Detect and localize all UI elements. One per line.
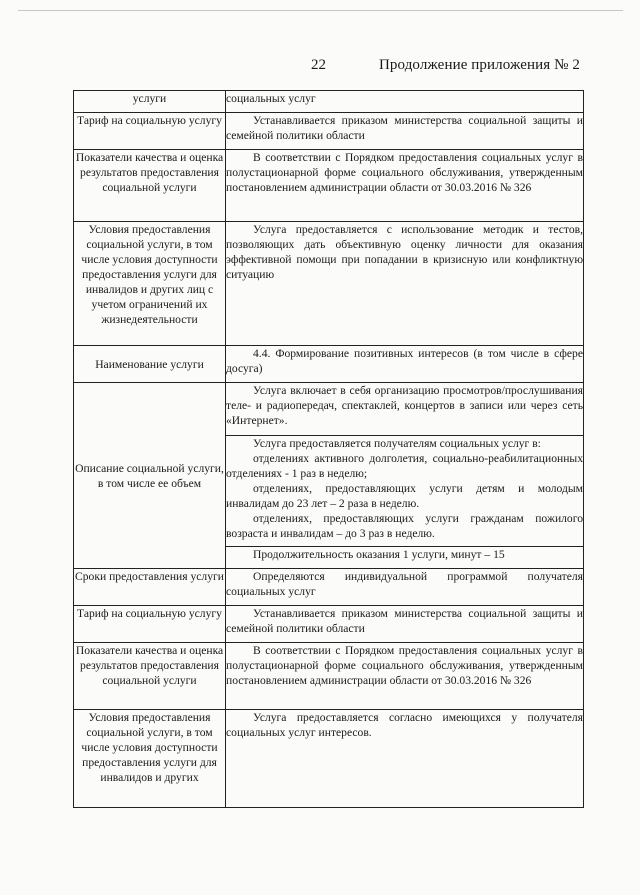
content-paragraph: Услуга включает в себя организацию просмотров/прослушивания теле- и радиопередач, спектаклей, концертов в записи или через сеть «Интернет». xyxy=(226,384,583,427)
service-title: 4.4. Формирование позитивных интересов (в том числе в сфере досуга) xyxy=(226,347,583,375)
content-paragraph: отделениях активного долголетия, социально-реабилитационных отделениях - 1 раз в неделю; xyxy=(226,452,583,480)
table-row xyxy=(74,606,584,643)
content-paragraph: Услуга предоставляется согласно имеющихся у получателя социальных услуг интересов. xyxy=(226,711,583,739)
row-label: Тариф на социальную услугу xyxy=(74,606,226,643)
row-label: Тариф на социальную услугу xyxy=(74,113,226,150)
content-paragraph: Определяются индивидуальной программой получателя социальных услуг xyxy=(226,570,583,598)
content-paragraph: Продолжительность оказания 1 услуги, минут – 15 xyxy=(253,548,505,561)
description-block-2 xyxy=(226,436,584,547)
content-paragraph: социальных услуг xyxy=(226,92,316,105)
page-header xyxy=(0,57,640,79)
description-block-3 xyxy=(226,547,584,569)
row-content xyxy=(226,569,584,606)
content-paragraph: В соответствии с Порядком предоставления социальных услуг в полустационарной форме социального обслуживания, утвержденным постановлением администрации области от 30.03.2016 № 326 xyxy=(226,151,583,194)
page-number: 22 xyxy=(311,57,326,73)
row-content xyxy=(226,150,584,222)
content-paragraph: В соответствии с Порядком предоставления социальных услуг в полустационарной форме социального обслуживания, утвержденным постановлением администрации области от 30.03.2016 № 326 xyxy=(226,644,583,687)
description-block-1 xyxy=(226,383,584,436)
content-paragraph: отделениях, предоставляющих услуги гражданам пожилого возраста и инвалидам – до 3 раз в неделю. xyxy=(226,512,583,540)
services-table xyxy=(73,90,584,808)
table-row xyxy=(74,346,584,383)
row-content xyxy=(226,346,584,383)
row-label: Условия предоставления социальной услуги, в том числе условия доступности предоставления услуги для инвалидов и других лиц с учетом ограничений их жизнедеятельности xyxy=(74,222,226,346)
row-label: Описание социальной услуги, в том числе ее объем xyxy=(74,383,226,569)
row-label: Наименование услуги xyxy=(74,346,226,383)
page-top-edge xyxy=(18,10,623,11)
row-label: услуги xyxy=(74,91,226,113)
content-paragraph: Устанавливается приказом министерства социальной защиты и семейной политики области xyxy=(226,607,583,635)
row-label: Показатели качества и оценка результатов предоставления социальной услуги xyxy=(74,643,226,710)
content-paragraph: Услуга предоставляется получателям социальных услуг в: xyxy=(253,437,541,450)
content-paragraph: отделениях, предоставляющих услуги детям и молодым инвалидам до 23 лет – 2 раза в неделю. xyxy=(226,482,583,510)
table-row xyxy=(74,91,584,113)
row-content xyxy=(226,710,584,808)
row-content xyxy=(226,113,584,150)
table-row xyxy=(74,383,584,436)
row-content xyxy=(226,643,584,710)
row-content xyxy=(226,91,584,113)
appendix-title: Продолжение приложения № 2 xyxy=(379,57,580,73)
content-paragraph: Устанавливается приказом министерства социальной защиты и семейной политики области xyxy=(226,114,583,142)
table-row xyxy=(74,222,584,346)
table-row xyxy=(74,710,584,808)
row-label: Сроки предоставления услуги xyxy=(74,569,226,606)
content-paragraph: Услуга предоставляется с использование методик и тестов, позволяющих дать объективную оценку личности для оказания эффективной помощи при попадании в кризисную или конфликтную ситуацию xyxy=(226,223,583,281)
table-row xyxy=(74,113,584,150)
table-row xyxy=(74,643,584,710)
row-content xyxy=(226,606,584,643)
row-content xyxy=(226,222,584,346)
row-label: Показатели качества и оценка результатов предоставления социальной услуги xyxy=(74,150,226,222)
table-row xyxy=(74,569,584,606)
table-row xyxy=(74,150,584,222)
row-label: Условия предоставления социальной услуги, в том числе условия доступности предоставления услуги для инвалидов и других xyxy=(74,710,226,808)
